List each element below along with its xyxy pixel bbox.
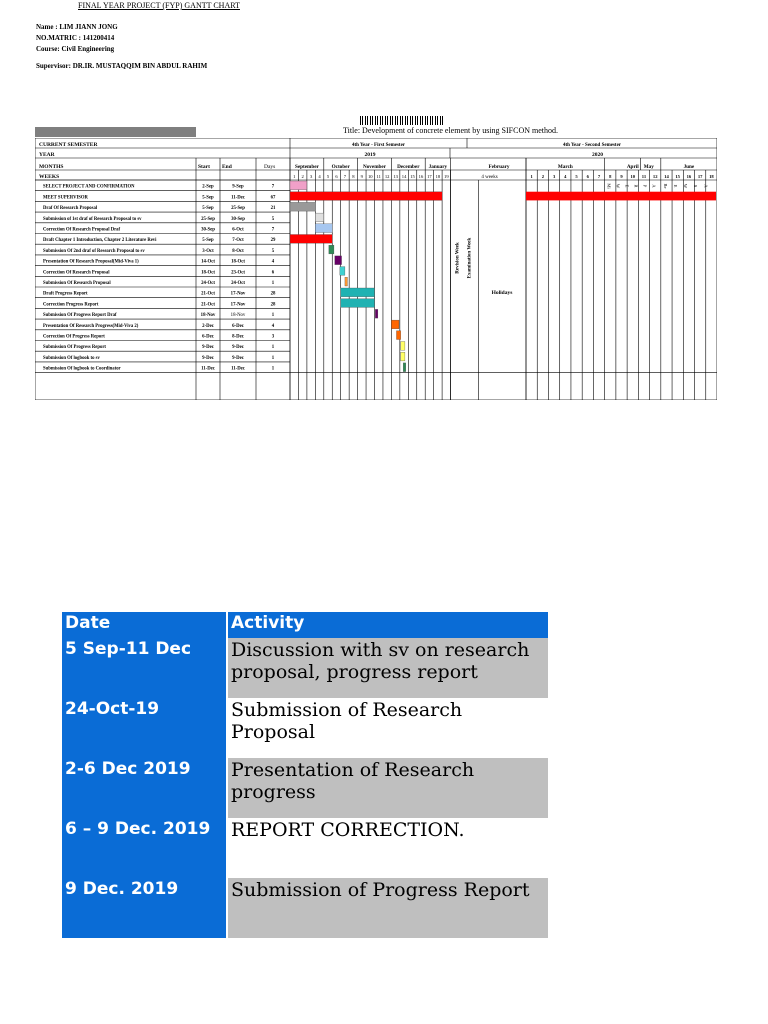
task-bar: [315, 213, 323, 222]
task-start: 30-Sep: [201, 227, 215, 233]
month-february: February: [488, 164, 510, 170]
task-days: 67: [270, 195, 276, 201]
task-days: 7: [271, 184, 275, 190]
april-mark: R: [633, 184, 639, 188]
week-number: 12: [384, 174, 390, 179]
week-number: 8: [609, 174, 612, 179]
task-bar: [315, 224, 332, 233]
task-days: 4: [271, 259, 275, 265]
task-bar: [290, 192, 442, 201]
gantt-chart: [35, 138, 717, 400]
week-number: 19: [444, 174, 449, 179]
week-number: 17: [697, 174, 703, 179]
task-name: Submission Of 2nd draf of Research Proposal to sv: [43, 248, 145, 254]
task-start: 5-Sep: [202, 195, 214, 201]
task-name: Submission of 1st draf of Research Proposal to sv: [43, 216, 142, 222]
activity-row: [62, 698, 548, 758]
june-mark: S: [693, 184, 699, 188]
april-mark: E: [624, 184, 630, 188]
task-name: Submission Of logbook to Coordinator: [43, 366, 121, 372]
four-weeks-label: 4 weeks: [481, 175, 498, 180]
task-name: MEET SUPERVISOR: [43, 195, 88, 201]
week-number: 2: [541, 174, 545, 179]
activity-description: Discussion with sv on research proposal, progress report: [227, 638, 548, 698]
task-name: Correction Of Progress Report: [43, 334, 105, 340]
activity-table-header: [62, 612, 548, 638]
task-start: 5-Sep: [202, 206, 214, 212]
task-days: 5: [271, 216, 275, 222]
task-end: 17-Nov: [230, 302, 246, 308]
week-number: 1: [293, 174, 296, 179]
activity-date: 5 Sep-11 Dec: [62, 638, 227, 698]
week-number: 11: [376, 174, 381, 179]
barcode-decoration: [360, 116, 443, 125]
task-days: 7: [271, 227, 275, 233]
task-start: 18-Oct: [201, 270, 215, 276]
task-name: Draft Chapter 1 Introduction, Chapter 2 Literature Revi: [43, 238, 157, 244]
label-weeks: WEEKS: [39, 174, 60, 180]
task-end: 7-Oct: [232, 238, 244, 244]
task-end: 9-Dec: [232, 345, 244, 351]
activity-header: Activity: [227, 612, 548, 638]
task-name: Correction Of Research Proposal: [43, 270, 110, 276]
task-name: Correction Of Research Proposal Draf: [43, 227, 121, 233]
task-start: 14-Oct: [201, 259, 215, 265]
supervisor-name: Supervisor: DR.IR. MUSTAQQIM BIN ABDUL RAHIM: [36, 62, 208, 70]
week-number: 4: [564, 174, 567, 179]
task-bar: [345, 277, 348, 286]
week-number: 10: [630, 174, 636, 179]
activity-date: 9 Dec. 2019: [62, 878, 227, 938]
task-end: 9-Sep: [232, 184, 244, 190]
task-days: 1: [271, 313, 275, 319]
activity-row: [62, 758, 548, 818]
task-days: 4: [271, 323, 275, 329]
task-bar: [341, 288, 375, 297]
week-number: 10: [367, 174, 373, 179]
week-number: 18: [435, 174, 441, 179]
month-december: December: [397, 164, 420, 170]
task-bar: [335, 256, 342, 265]
task-bar: [290, 235, 332, 244]
week-number: 16: [418, 174, 424, 179]
june-mark: E: [672, 184, 678, 188]
week-number: 9: [360, 174, 363, 179]
task-name: Presentation Of Research Progress(Mid-Viva 2): [43, 323, 139, 329]
task-end: 8-Dec: [232, 334, 244, 340]
matric-number: NO.MATRIC : 141200414: [36, 34, 115, 42]
task-start: 11-Dec: [201, 366, 215, 372]
week-number: 3: [552, 174, 556, 179]
task-days: 5: [271, 248, 275, 254]
task-days: 1: [271, 355, 275, 361]
task-start: 21-Oct: [201, 291, 215, 297]
task-start: 2-Sep: [202, 184, 214, 190]
task-days: 21: [270, 206, 276, 212]
task-bar: [340, 267, 345, 276]
task-end: 23-Oct: [231, 270, 245, 276]
activity-description: Presentation of Research progress: [227, 758, 548, 818]
task-end: 17-Nov: [230, 291, 246, 297]
label-start: Start: [198, 164, 210, 170]
task-bar: [290, 202, 315, 211]
label-months: MONTHS: [39, 164, 64, 170]
activity-description: Submission of Progress Report: [227, 878, 548, 938]
activity-date: 2-6 Dec 2019: [62, 758, 227, 818]
year-2020: 2020: [592, 152, 603, 158]
task-bar: [396, 331, 400, 340]
week-number: 5: [326, 174, 330, 179]
month-june: June: [683, 164, 695, 170]
april-mark: A: [651, 184, 657, 188]
month-september: September: [294, 164, 319, 170]
week-number: 11: [641, 174, 647, 179]
gantt-title: Title: Development of concrete element by using SIFCON method.: [343, 126, 559, 135]
activity-date: 24-Oct-19: [62, 698, 227, 758]
task-end: 18-Oct: [231, 259, 245, 265]
june-mark: W: [683, 183, 689, 189]
task-days: 28: [270, 291, 276, 297]
week-number: 7: [597, 174, 601, 179]
task-end: 11-Dec: [231, 195, 245, 201]
semester-first: 4th Year - First Semester: [351, 143, 406, 148]
holidays-label: Holidays: [491, 290, 513, 296]
task-bar: [290, 181, 307, 190]
revision-week-label: Revision Week: [455, 242, 461, 274]
task-end: 11-Dec: [231, 366, 245, 372]
task-start: 3-Oct: [202, 248, 214, 254]
task-end: 18-Nov: [230, 313, 246, 319]
task-name: SELECT PROJECT AND CONFIRMATION: [43, 184, 135, 190]
week-number: 3: [309, 174, 313, 179]
week-number: 2: [301, 174, 304, 179]
task-days: 1: [271, 281, 275, 286]
week-number: 15: [410, 174, 415, 179]
week-number: 8: [352, 174, 355, 179]
week-number: 1: [530, 174, 533, 179]
header-grey-box: [35, 127, 196, 137]
course-name: Course: Civil Engineering: [36, 45, 115, 53]
week-number: 14: [401, 174, 407, 179]
activity-row: [62, 878, 548, 938]
june-mark: Re: [662, 183, 668, 189]
task-start: 5-Sep: [202, 238, 214, 244]
date-header: Date: [62, 612, 227, 638]
week-number: 12: [652, 174, 658, 179]
task-days: 1: [271, 366, 275, 372]
week-number: 13: [393, 174, 398, 179]
week-number: 17: [427, 174, 432, 179]
task-start: 6-Dec: [202, 334, 214, 340]
week-number: 4: [318, 174, 321, 179]
task-bar: [391, 320, 399, 329]
task-bar: [401, 352, 405, 361]
task-name: Submission Of Research Proposal: [43, 281, 111, 286]
month-march: March: [557, 164, 573, 170]
task-end: 8-Oct: [232, 248, 244, 254]
task-name: Draf Of Research Proposal: [43, 206, 98, 212]
activity-row: [62, 638, 548, 698]
task-end: 25-Sep: [231, 206, 245, 212]
task-start: 9-Dec: [202, 345, 214, 351]
task-start: 2-Dec: [202, 323, 214, 329]
task-days: 28: [270, 302, 276, 308]
year-2019: 2019: [364, 152, 376, 158]
week-number: 16: [686, 174, 692, 179]
task-end: 9-Dec: [232, 355, 244, 361]
task-name: Correction Progress Report: [43, 302, 99, 308]
task-name: Draft Progress Report: [43, 291, 88, 297]
task-days: 3: [271, 334, 275, 340]
task-bar: [401, 342, 405, 351]
task-end: 30-Sep: [231, 216, 245, 222]
april-mark: Mi: [606, 183, 612, 189]
activity-description: Submission of Research Proposal: [227, 698, 548, 758]
task-start: 24-Oct: [201, 281, 215, 286]
month-november: November: [362, 164, 387, 170]
month-january: January: [428, 164, 448, 170]
task-days: 6: [271, 270, 275, 276]
week-number: 5: [575, 174, 578, 179]
month-october: October: [331, 164, 350, 170]
label-current-semester: CURRENT SEMESTER: [39, 142, 98, 148]
student-name: Name : LIM JIANN JONG: [36, 23, 118, 31]
task-bar: [375, 309, 378, 318]
task-name: Presentation Of Research Proposal(Mid-Viva 1): [43, 259, 139, 265]
task-bar-second-semester: [526, 192, 716, 201]
week-number: 15: [675, 174, 680, 179]
document-title: FINAL YEAR PROJECT (FYP) GANTT CHART: [78, 1, 240, 10]
task-name: Submission Of Progress Report Draf: [43, 313, 117, 319]
week-number: 6: [586, 174, 589, 179]
examination-week-label: Examination Week: [467, 237, 473, 279]
task-start: 21-Oct: [201, 302, 215, 308]
task-days: 29: [270, 238, 276, 244]
june-mark: A: [703, 184, 709, 188]
task-bar: [329, 245, 334, 254]
week-number: 6: [335, 174, 338, 179]
week-number: 7: [343, 174, 347, 179]
task-start: 18-Nov: [200, 313, 216, 319]
label-days: Days: [264, 164, 276, 170]
task-bar: [403, 363, 406, 372]
task-start: 9-Dec: [202, 355, 214, 361]
week-number: 18: [709, 174, 714, 179]
task-start: 25-Sep: [201, 216, 215, 222]
activity-description: REPORT CORRECTION.: [227, 818, 548, 878]
semester-second: 4th Year - Second Semester: [562, 143, 622, 148]
activity-row: [62, 818, 548, 878]
task-end: 24-Oct: [231, 281, 245, 286]
april-mark: W: [615, 183, 621, 189]
label-year: YEAR: [39, 152, 55, 158]
task-name: Submission Of Progress Report: [43, 345, 106, 351]
week-number: 14: [664, 174, 669, 179]
month-may: May: [643, 164, 654, 170]
task-name: Submission Of logbook to sv: [43, 355, 100, 361]
task-bar: [341, 299, 375, 308]
april-mark: P: [642, 184, 648, 188]
label-end: End: [222, 164, 232, 170]
task-days: 1: [271, 345, 275, 351]
activity-table: [62, 612, 548, 938]
task-end: 6-Dec: [232, 323, 244, 329]
activity-date: 6 – 9 Dec. 2019: [62, 818, 227, 878]
week-number: 9: [620, 174, 623, 179]
month-april: April: [626, 164, 639, 170]
task-end: 6-Oct: [232, 227, 244, 233]
